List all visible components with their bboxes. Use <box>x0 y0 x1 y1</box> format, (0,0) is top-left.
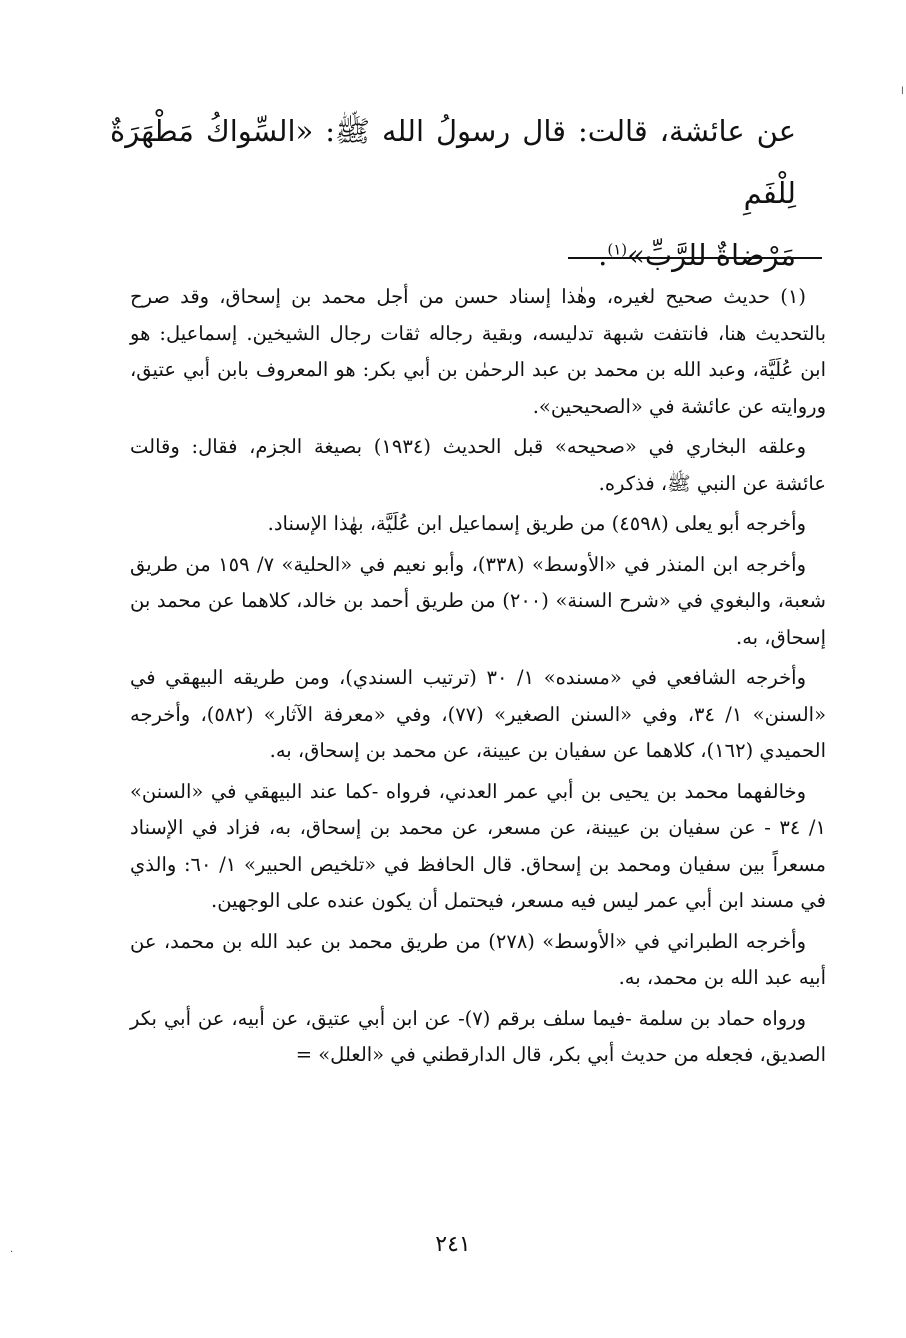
footnotes <box>130 279 826 1078</box>
footnote-paragraph: وخالفهما محمد بن يحيى بن أبي عمر العدني، فرواه -كما عند البيهقي في «السنن» ١/ ٣٤ - عن سفيان بن عيينة، عن مسعر، عن محمد بن إسحاق، به، فزاد في الإسناد مسعراً بين سفيان ومحمد بن إسحاق. قال الحافظ في «تلخيص الحبير» ١/ ٦٠: والذي في مسند ابن أبي عمر ليس فيه مسعر، فيحتمل أن يكون عنده على الوجهين. <box>130 779 826 912</box>
footnote-separator <box>568 257 822 259</box>
margin-mark: ا <box>901 86 904 97</box>
page-number: ٢٤١ <box>435 1232 471 1257</box>
footnote-paragraph: ورواه حماد بن سلمة -فيما سلف برقم (٧)- عن ابن أبي عتيق، عن أبيه، عن أبي بكر الصديق، فجعله من حديث أبي بكر، قال الدارقطني في «العلل» = <box>130 1006 826 1066</box>
footnote-paragraph: وأخرجه أبو يعلى (٤٥٩٨) من طريق إسماعيل ابن عُلَيَّة، بهٰذا الإسناد. <box>267 512 806 535</box>
footnote-reference: (١) <box>607 240 628 259</box>
footnote-paragraph: وأخرجه الشافعي في «مسنده» ١/ ٣٠ (ترتيب السندي)، ومن طريقه البيهقي في «السنن» ١/ ٣٤، وفي «السنن الصغير» (٧٧)، وفي «معرفة الآثار» (٥٨٢)، وأخرجه الحميدي (١٦٢)، كلاهما عن سفيان بن عيينة، عن محمد بن إسحاق، به. <box>130 666 827 762</box>
footnote-paragraph: وأخرجه الطبراني في «الأوسط» (٢٧٨) من طريق محمد بن عبد الله بن محمد، عن أبيه عبد الله بن محمد، به. <box>130 929 826 989</box>
hadith-line-1-text: عن عائشة، قالت: قال رسولُ الله ﷺ: «السِّواكُ مَطْهَرَةٌ لِلْفَمِ <box>110 114 796 210</box>
margin-mark: · <box>10 1247 14 1258</box>
hadith-line-2-text: مَرْضاةٌ للرَّبِّ» <box>627 238 796 272</box>
hadith-line-2: مَرْضاةٌ للرَّبِّ»$^{(١)}$. <box>598 238 796 272</box>
footnote-paragraph: وعلقه البخاري في «صحيحه» قبل الحديث (١٩٣٤) بصيغة الجزم، فقال: وقالت عائشة عن النبي ﷺ، فذكره. <box>130 435 826 495</box>
footnote-paragraph: وأخرجه ابن المنذر في «الأوسط» (٣٣٨)، وأبو نعيم في «الحلية» ٧/ ١٥٩ من طريق شعبة، والبغوي في «شرح السنة» (٢٠٠) من طريق أحمد بن خالد، كلاهما عن محمد بن إسحاق، به. <box>130 552 826 649</box>
hadith-line-1 <box>110 100 796 224</box>
footnote-paragraph: (١) حديث صحيح لغيره، وهٰذا إسناد حسن من أجل محمد بن إسحاق، وقد صرح بالتحديث هنا، فانتفت شبهة تدليسه، وبقية رجاله ثقات رجال الشيخين. إسماعيل: هو ابن عُلَيَّة، وعبد الله بن محمد بن عبد الرحمٰن بن أبي بكر: هو المعروف بابن أبي عتيق، وروايته عن عائشة في «الصحيحين». <box>130 285 826 418</box>
